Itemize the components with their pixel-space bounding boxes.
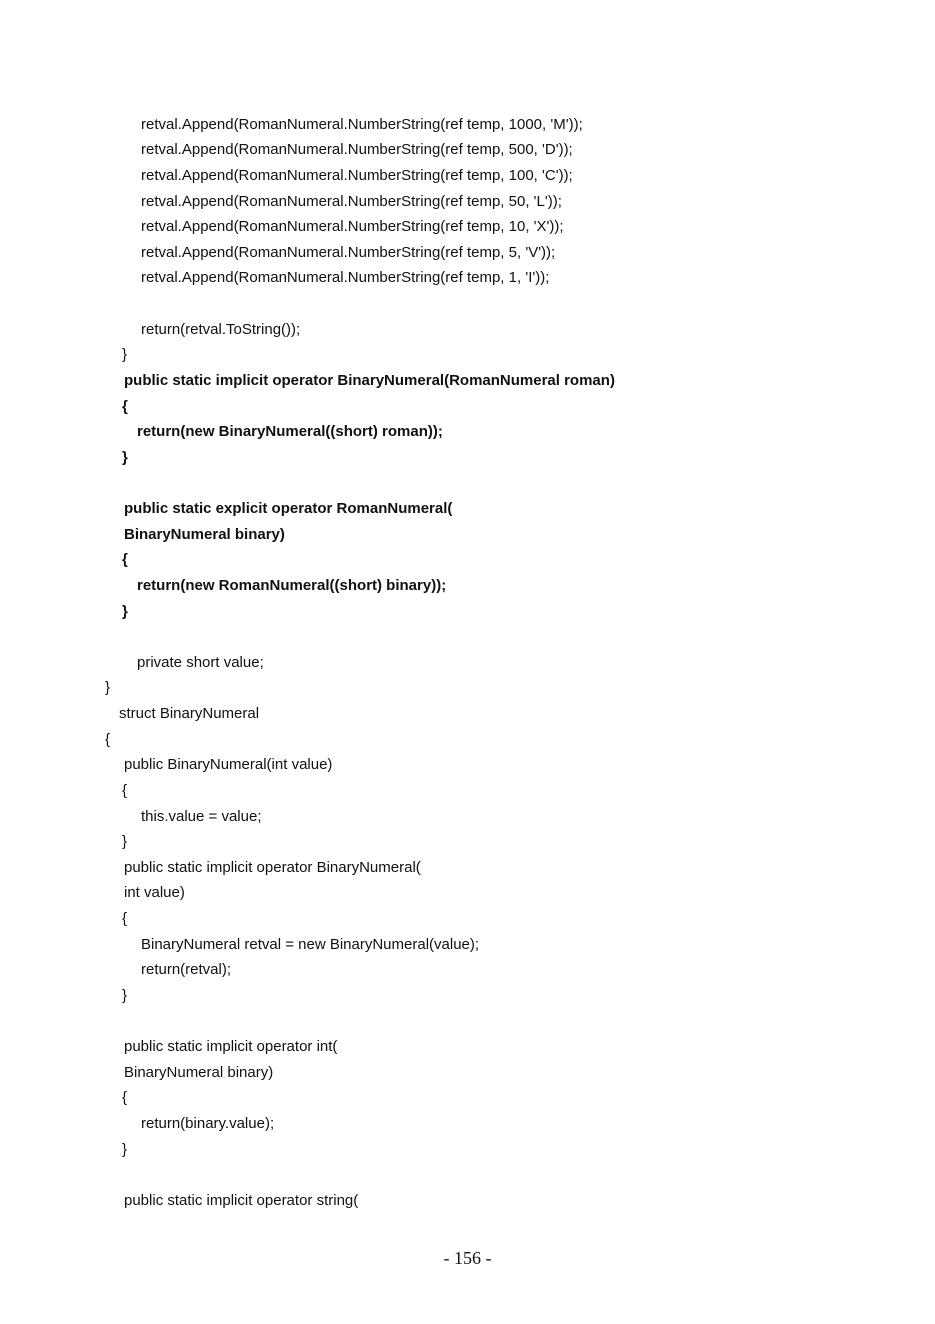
code-line: } — [122, 603, 128, 620]
code-line: BinaryNumeral retval = new BinaryNumeral(value); — [141, 936, 480, 953]
code-line: public BinaryNumeral(int value) — [124, 756, 333, 773]
code-line: return(new BinaryNumeral((short) roman)); — [137, 423, 443, 440]
code-line: retval.Append(RomanNumeral.NumberString(ref temp, 500, 'D')); — [141, 141, 573, 158]
code-line: } — [105, 679, 111, 696]
code-line: retval.Append(RomanNumeral.NumberString(ref temp, 100, 'C')); — [141, 167, 573, 184]
code-line: } — [122, 833, 128, 850]
code-line: public static implicit operator BinaryNumeral(RomanNumeral roman) — [124, 372, 615, 389]
code-line: { — [122, 782, 128, 799]
code-line: BinaryNumeral binary) — [124, 1064, 274, 1081]
code-line: { — [122, 398, 128, 415]
code-line: { — [105, 731, 111, 748]
code-line: } — [122, 987, 128, 1004]
code-line: return(retval); — [141, 961, 232, 978]
code-line: private short value; — [137, 654, 264, 671]
code-line: return(retval.ToString()); — [141, 321, 301, 338]
code-line: } — [122, 346, 128, 363]
code-line: int value) — [124, 884, 185, 901]
code-line: { — [122, 1089, 128, 1106]
code-line: public static implicit operator string( — [124, 1192, 359, 1209]
code-line: retval.Append(RomanNumeral.NumberString(ref temp, 50, 'L')); — [141, 193, 562, 210]
code-line: retval.Append(RomanNumeral.NumberString(ref temp, 10, 'X')); — [141, 218, 564, 235]
code-line: return(binary.value); — [141, 1115, 275, 1132]
code-line: { — [122, 910, 128, 927]
code-line: } — [122, 1141, 128, 1158]
code-line: return(new RomanNumeral((short) binary)); — [137, 577, 447, 594]
code-line: public static explicit operator RomanNumeral( — [124, 500, 453, 517]
code-line: retval.Append(RomanNumeral.NumberString(ref temp, 5, 'V')); — [141, 244, 556, 261]
code-line: } — [122, 449, 128, 466]
code-line: public static implicit operator int( — [124, 1038, 338, 1055]
code-line: struct BinaryNumeral — [119, 705, 260, 722]
code-line: retval.Append(RomanNumeral.NumberString(ref temp, 1, 'I')); — [141, 269, 550, 286]
code-line: retval.Append(RomanNumeral.NumberString(ref temp, 1000, 'M')); — [141, 116, 583, 133]
code-line: BinaryNumeral binary) — [124, 526, 285, 543]
code-line: this.value = value; — [141, 808, 262, 825]
page-number: - 156 - — [443, 1248, 492, 1268]
code-line: public static implicit operator BinaryNumeral( — [124, 859, 421, 876]
code-line: { — [122, 551, 128, 568]
